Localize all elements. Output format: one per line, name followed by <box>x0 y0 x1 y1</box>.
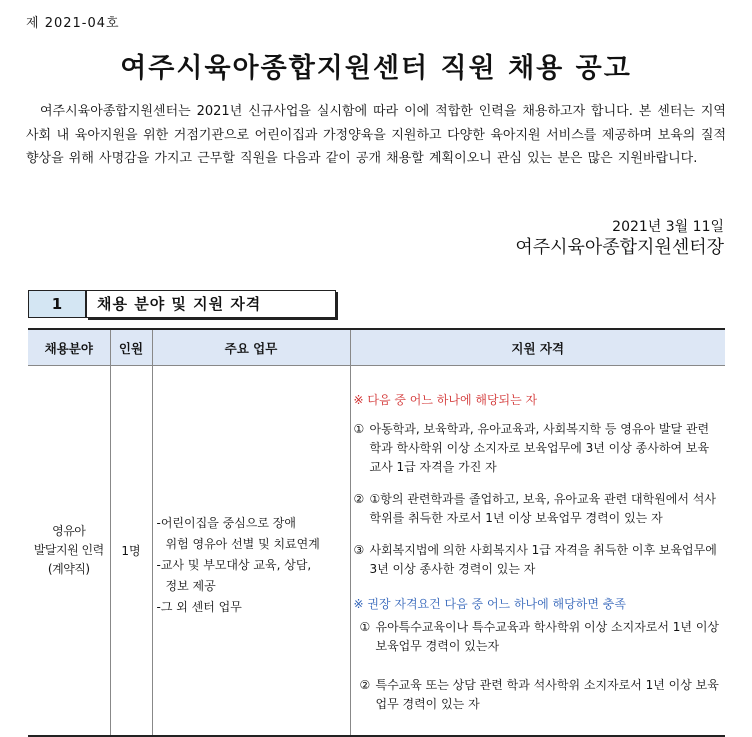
item-marker: ③ <box>353 543 365 557</box>
cell-field <box>28 366 110 737</box>
field-line: 발달지원 인력 <box>33 543 104 557</box>
header-field: 채용분야 <box>28 329 110 366</box>
required-qualifications-heading: ※ 다음 중 어느 하나에 해당되는 자 <box>353 393 538 407</box>
header-qualifications: 지원 자격 <box>350 329 725 366</box>
table-header-row <box>28 329 725 366</box>
item-text: 사회복지법에 의한 사회복지사 1급 자격을 취득한 이후 보육업무에 3년 이상 종사한 경력이 있는 자 <box>369 543 717 576</box>
item-marker: ① <box>353 422 365 436</box>
duty-line: -어린이집을 중심으로 장애 <box>156 515 296 530</box>
issuer-name: 여주시육아종합지원센터장 <box>515 237 724 258</box>
duty-line: 위험 영유아 선별 및 치료연계 <box>165 536 320 551</box>
header-duties: 주요 업무 <box>152 329 350 366</box>
qualification-item <box>354 541 720 579</box>
preferred-qualifications-heading: ※ 권장 자격요건 다음 중 어느 하나에 해당하면 충족 <box>353 597 626 611</box>
item-text: 유아특수교육이나 특수교육과 학사학위 이상 소지자로서 1년 이상 보육업무 경력이 있는자 <box>375 620 720 653</box>
item-text: 특수교육 또는 상담 관련 학과 석사학위 소지자로서 1년 이상 보육업무 경력이 있는 자 <box>375 678 719 711</box>
table-row <box>28 366 725 737</box>
duty-line: 정보 제공 <box>165 578 216 593</box>
qualification-item <box>354 420 720 477</box>
qualification-item <box>354 618 720 656</box>
duty-line: -그 외 센터 업무 <box>156 599 242 614</box>
page-title: 여주시육아종합지원센터 직원 채용 공고 <box>120 53 632 84</box>
recruitment-table <box>28 328 725 737</box>
item-marker: ② <box>353 492 365 506</box>
section-title: 채용 분야 및 지원 자격 <box>86 290 336 318</box>
item-text: ①항의 관련학과를 졸업하고, 보육, 유아교육 관련 대학원에서 석사학위를 취득한 자로서 1년 이상 보육업무 경력이 있는 자 <box>369 492 716 525</box>
cell-count: 1명 <box>110 366 152 737</box>
section-number: 1 <box>28 290 86 318</box>
item-text: 아동학과, 보육학과, 유아교육과, 사회복지학 등 영유아 발달 관련 학과 학사학위 이상 소지자로 보육업무에 3년 이상 종사하여 보육교사 1급 자격을 가진 자 <box>369 422 710 474</box>
duty-line: -교사 및 부모대상 교육, 상담, <box>156 557 312 572</box>
item-marker: ② <box>359 678 371 692</box>
document-number: 제 2021-04호 <box>26 16 120 31</box>
item-marker: ① <box>359 620 371 634</box>
header-count: 인원 <box>110 329 152 366</box>
intro-paragraph: 여주시육아종합지원센터는 2021년 신규사업을 실시함에 따라 이에 적합한 인력을 채용하고자 합니다. 본 센터는 지역사회 내 육아지원을 위한 거점기관으로 어린이집과 가정양육을 지원하고 다양한 육아지원 서비스를 제공하며 보육의 질적 향상을 위해 사명감을 가지고 근무할 직원을 다음과 같이 공개 채용할 계획이오니 관심 있는 분은 많은 지원바랍니다. <box>26 104 726 166</box>
field-line: 영유아 <box>52 524 86 538</box>
announcement-date: 2021년 3월 11일 <box>612 219 724 235</box>
qualification-item <box>354 676 720 714</box>
field-line: (계약직) <box>47 562 90 576</box>
qualification-item <box>354 490 720 528</box>
cell-duties <box>152 366 350 737</box>
cell-qualifications <box>350 366 725 737</box>
